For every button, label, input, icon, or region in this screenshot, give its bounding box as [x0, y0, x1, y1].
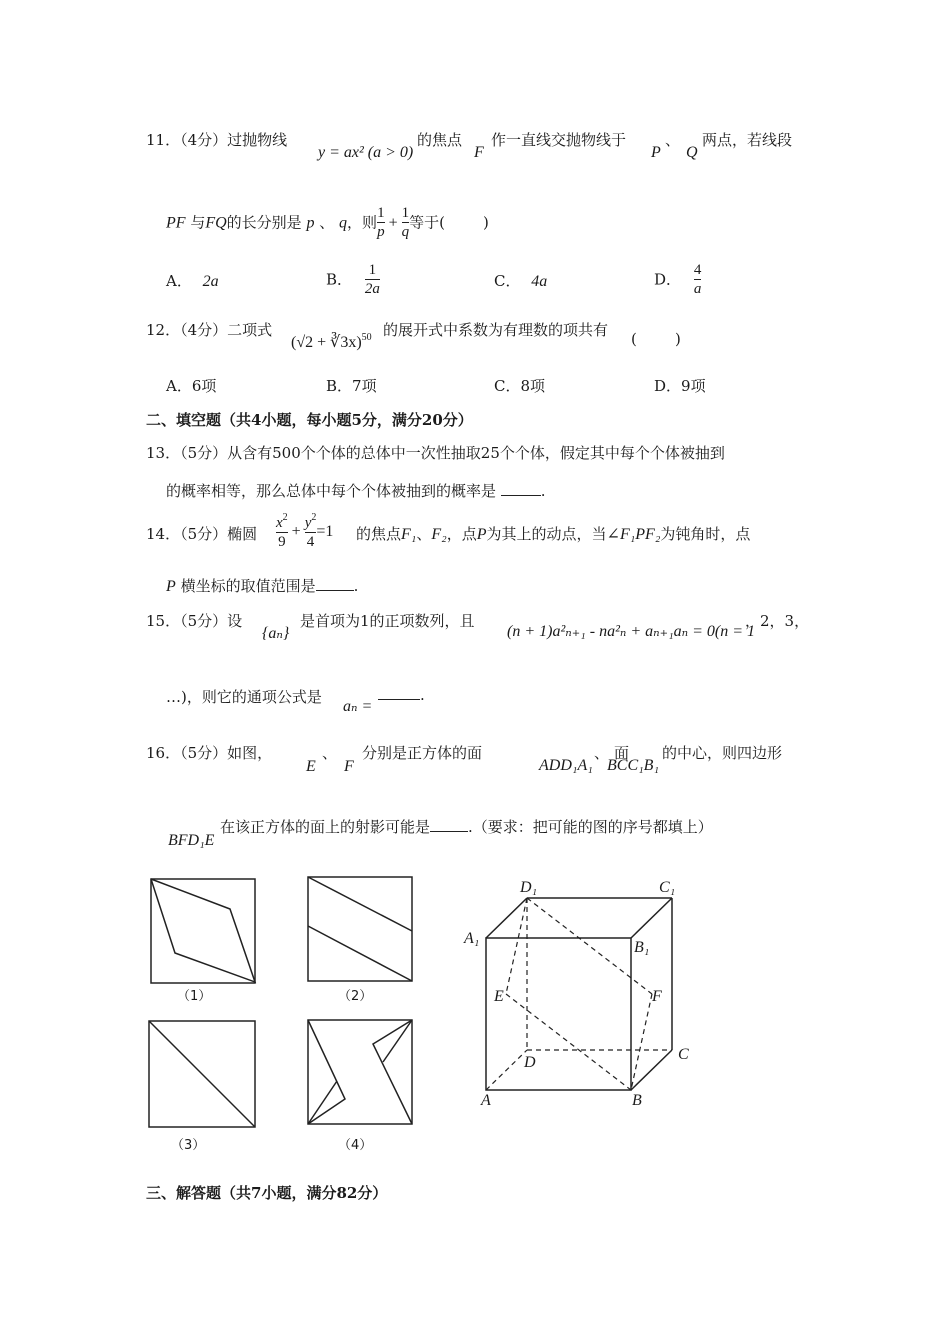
q16-text-center: 的中心，则四边形 [662, 744, 783, 762]
cube-label-f: F [652, 988, 662, 1005]
figure-4-label: （4） [338, 1138, 373, 1153]
figure-3-label: （3） [171, 1138, 206, 1153]
q14-frac-y: $\frac{y^2}{4}$ [304, 512, 317, 551]
q11-focus-f: F [474, 144, 484, 161]
q11-option-a [166, 272, 219, 291]
q14-ellipse-equation: $\frac{x^2}{9}$ + $\frac{y^2}{4}$ =1 [276, 512, 334, 551]
cube-label-a1: A₁ [464, 930, 480, 947]
figure-4-left-zigzag [308, 1020, 345, 1124]
q12-text2: 的展开式中系数为有理数的项共有 [383, 321, 609, 339]
q13-text1: 从含有500个个体的总体中一次性抽取25个个体，假定其中每个个体被抽到 [227, 444, 725, 462]
cube-label-d: D [524, 1054, 536, 1071]
q12-option-c: C．8项 [494, 377, 546, 395]
q11-option-a-value: 2a [202, 273, 219, 290]
q14-end: . [353, 577, 359, 595]
q13-score: （5分） [180, 444, 228, 462]
figure-4-right-zigzag [373, 1020, 412, 1124]
q12-score: （4分） [180, 321, 228, 339]
q11-option-c-label: C． [494, 272, 521, 290]
q13-answer-blank[interactable] [501, 495, 541, 496]
cube-segment-eb [506, 994, 631, 1090]
q13-line2 [166, 482, 546, 500]
cube-hidden-ad [486, 1050, 527, 1090]
q15-text-let: 设 [227, 612, 243, 630]
cube-edge-a1d1 [486, 898, 527, 938]
figure-4-left-inner [308, 1081, 337, 1124]
q11-option-d-den: a [693, 281, 702, 298]
q13-line1 [146, 444, 725, 462]
q14-eq-end: =1 [316, 522, 334, 540]
q16-text-requirement: .（要求：把可能的图的序号都填上） [468, 818, 713, 836]
q11-text-focus: 的焦点 [417, 131, 463, 149]
q16-text-face: 面 [614, 744, 630, 762]
q11-frac-1-over-p: $\frac{1}{p}$ [377, 205, 385, 241]
q15-answer-blank[interactable] [378, 699, 420, 700]
q15-text-values: ，2，3， [745, 612, 810, 630]
q14-answer-blank[interactable] [316, 590, 354, 591]
q15-answer-line [378, 686, 425, 704]
q11-text-lengths: 的长分别是 [226, 213, 302, 232]
figure-2-square [308, 877, 412, 981]
q12-line1 [146, 321, 272, 339]
q12-number: 12． [146, 321, 181, 339]
q14-p2: P [166, 578, 176, 595]
q13-number: 13． [146, 444, 181, 462]
figure-3-diagonal [149, 1021, 255, 1127]
q12-option-b: B．7项 [326, 377, 377, 395]
q16-text-projection: 在该正方体的面上的射影可能是 [220, 818, 431, 836]
cube-label-b: B [632, 1092, 642, 1109]
q16-f: F [344, 758, 354, 775]
q14-line2 [166, 577, 358, 596]
cube-label-c1: C₁ [659, 879, 676, 896]
section2-title: 二、填空题（共4小题，每小题5分，满分20分） [146, 411, 473, 429]
q15-line1-start [146, 612, 242, 630]
cube-edge-bc [631, 1050, 672, 1090]
q16-score: （5分） [180, 744, 228, 762]
q15-score: （5分） [180, 612, 228, 630]
q14-text-range: 横坐标的取值范围是 [180, 577, 316, 595]
q11-score: （4分） [180, 131, 228, 149]
q12-binomial-exponent: 50 [361, 332, 372, 343]
q11-option-d-num: 4 [693, 262, 702, 278]
q14-f1: F₁ [401, 526, 417, 543]
q15-number: 15． [146, 612, 181, 630]
q11-frac-1-over-q: $\frac{1}{q}$ [401, 205, 410, 241]
q16-line1-start [146, 744, 272, 762]
q14-line1-start [146, 525, 257, 543]
cube-segment-d1e [506, 898, 527, 994]
q11-option-d [654, 262, 701, 299]
q15-sequence: {aₙ} [262, 625, 290, 642]
q14-p: P [476, 526, 487, 543]
q15-end: . [420, 686, 425, 704]
figure-2-label: （2） [338, 989, 373, 1004]
q11-text-equals: 等于( [409, 213, 445, 232]
q16-line2 [220, 818, 713, 836]
q11-text-segment: 两点，若线段 [702, 131, 793, 149]
q16-quad: BFD₁E [168, 832, 215, 849]
q12-option-a: A．6项 [166, 377, 217, 395]
q11-point-q: Q [686, 144, 698, 161]
section3-title: 三、解答题（共7小题，满分82分） [146, 1184, 388, 1202]
cube-segment-fb [631, 994, 652, 1090]
figure-2-line-upper [308, 877, 412, 931]
q16-answer-blank[interactable] [430, 831, 468, 832]
q11-option-c-value: 4a [531, 273, 548, 290]
q15-text-formula: …)，则它的通项公式是 [166, 688, 322, 706]
q11-text-line: 作一直线交抛物线于 [491, 131, 627, 149]
q11-text: 过抛物线 [227, 131, 288, 149]
q13-text2: 的概率相等，那么总体中每个个体被抽到的概率是 [166, 482, 497, 500]
q12-paren: ( ) [631, 330, 681, 348]
q11-option-b-num: 1 [368, 262, 377, 278]
q11-text-and: 与 [190, 213, 206, 232]
q11-option-b-den: 2a [364, 281, 380, 298]
cube-edge-b1c1 [631, 898, 672, 938]
q16-sep2: 、 [594, 744, 610, 762]
q14-sep: 、 [416, 525, 432, 543]
q12-binomial-expr: (√2 + ∛3x) [291, 334, 362, 351]
q16-number: 16． [146, 744, 181, 762]
figure-1-hidden [151, 879, 255, 982]
q14-frac-x: $\frac{x^2}{9}$ [276, 512, 288, 551]
q15-text-positive: 是首项为1的正项数列，且 [300, 612, 475, 630]
q11-option-b-label: B． [326, 270, 353, 289]
q11-option-d-label: D． [654, 270, 682, 289]
q16-sep: 、 [322, 744, 338, 762]
cube-label-e: E [494, 988, 504, 1005]
figure-1-label: （1） [177, 989, 212, 1004]
figure-4-right-inner [383, 1020, 412, 1062]
q14-text-foci: 的焦点 [356, 525, 402, 543]
q11-fq: FQ [205, 214, 227, 232]
q11-option-c [494, 272, 547, 291]
q16-face-add1a1: ADD₁A₁ [539, 757, 593, 774]
q11-parabola-equation: y = ax² (a > 0) [318, 144, 414, 161]
q11-pf: PF [166, 214, 186, 232]
q15-an: aₙ = [343, 698, 373, 715]
q11-line1 [146, 131, 287, 149]
q12-option-d: D．9项 [654, 377, 706, 395]
q11-line2: PF 与FQ的长分别是 p 、 q，则 $\frac{1}{p}$ + $\frac{1}{q}$ 等于( ) [166, 205, 489, 241]
figure-4-square [308, 1020, 412, 1124]
figure-4 [307, 1019, 413, 1125]
cube-label-c: C [678, 1046, 689, 1063]
q11-sep2: 、 [319, 213, 335, 232]
q11-option-d-frac [694, 262, 702, 299]
q14-text-ellipse: 椭圆 [227, 525, 258, 543]
q12-text: 二项式 [227, 321, 273, 339]
figure-2-line-lower [308, 926, 412, 981]
q11-var-p: p [306, 214, 315, 232]
q16-face-bcc1b1: BCC₁B₁ [607, 757, 660, 774]
cube-label-a: A [481, 1092, 491, 1109]
figure-3 [148, 1020, 256, 1128]
q11-option-a-label: A． [166, 272, 192, 290]
q15-recurrence: (n + 1)a²ₙ₊₁ - na²ₙ + aₙ₊₁aₙ = 0(n = 1 [507, 623, 756, 640]
q16-e: E [306, 758, 316, 775]
q11-point-p: P [651, 144, 661, 161]
q14-line1-rest [356, 525, 750, 544]
cube-label-b1: B₁ [634, 939, 650, 956]
q11-close-paren: ) [482, 213, 489, 232]
q14-text-point: ，点 [446, 525, 477, 543]
q14-text-obtuse: 为钝角时，点 [660, 525, 751, 543]
q11-option-b [326, 262, 380, 299]
q11-text-then: ，则 [347, 213, 378, 232]
q11-sep: 、 [665, 131, 681, 149]
q11-number: 11． [146, 131, 181, 149]
q11-var-q: q [339, 214, 348, 232]
q13-end: . [540, 482, 546, 500]
q14-score: （5分） [180, 525, 228, 543]
figure-1-square [151, 879, 255, 983]
figure-1 [150, 878, 256, 984]
q16-text-figure: 如图， [227, 744, 273, 762]
q11-option-b-frac [365, 262, 380, 299]
figure-2 [307, 876, 413, 982]
q12-binomial [291, 332, 372, 352]
cube-label-d1: D₁ [520, 879, 538, 896]
q16-text-faces: 分别是正方体的面 [362, 744, 483, 762]
q14-text-moving: 为其上的动点，当 [486, 525, 607, 543]
q14-f2: F₂ [431, 526, 447, 543]
q14-angle: ∠F₁PF₂ [606, 526, 661, 543]
q14-number: 14． [146, 525, 181, 543]
